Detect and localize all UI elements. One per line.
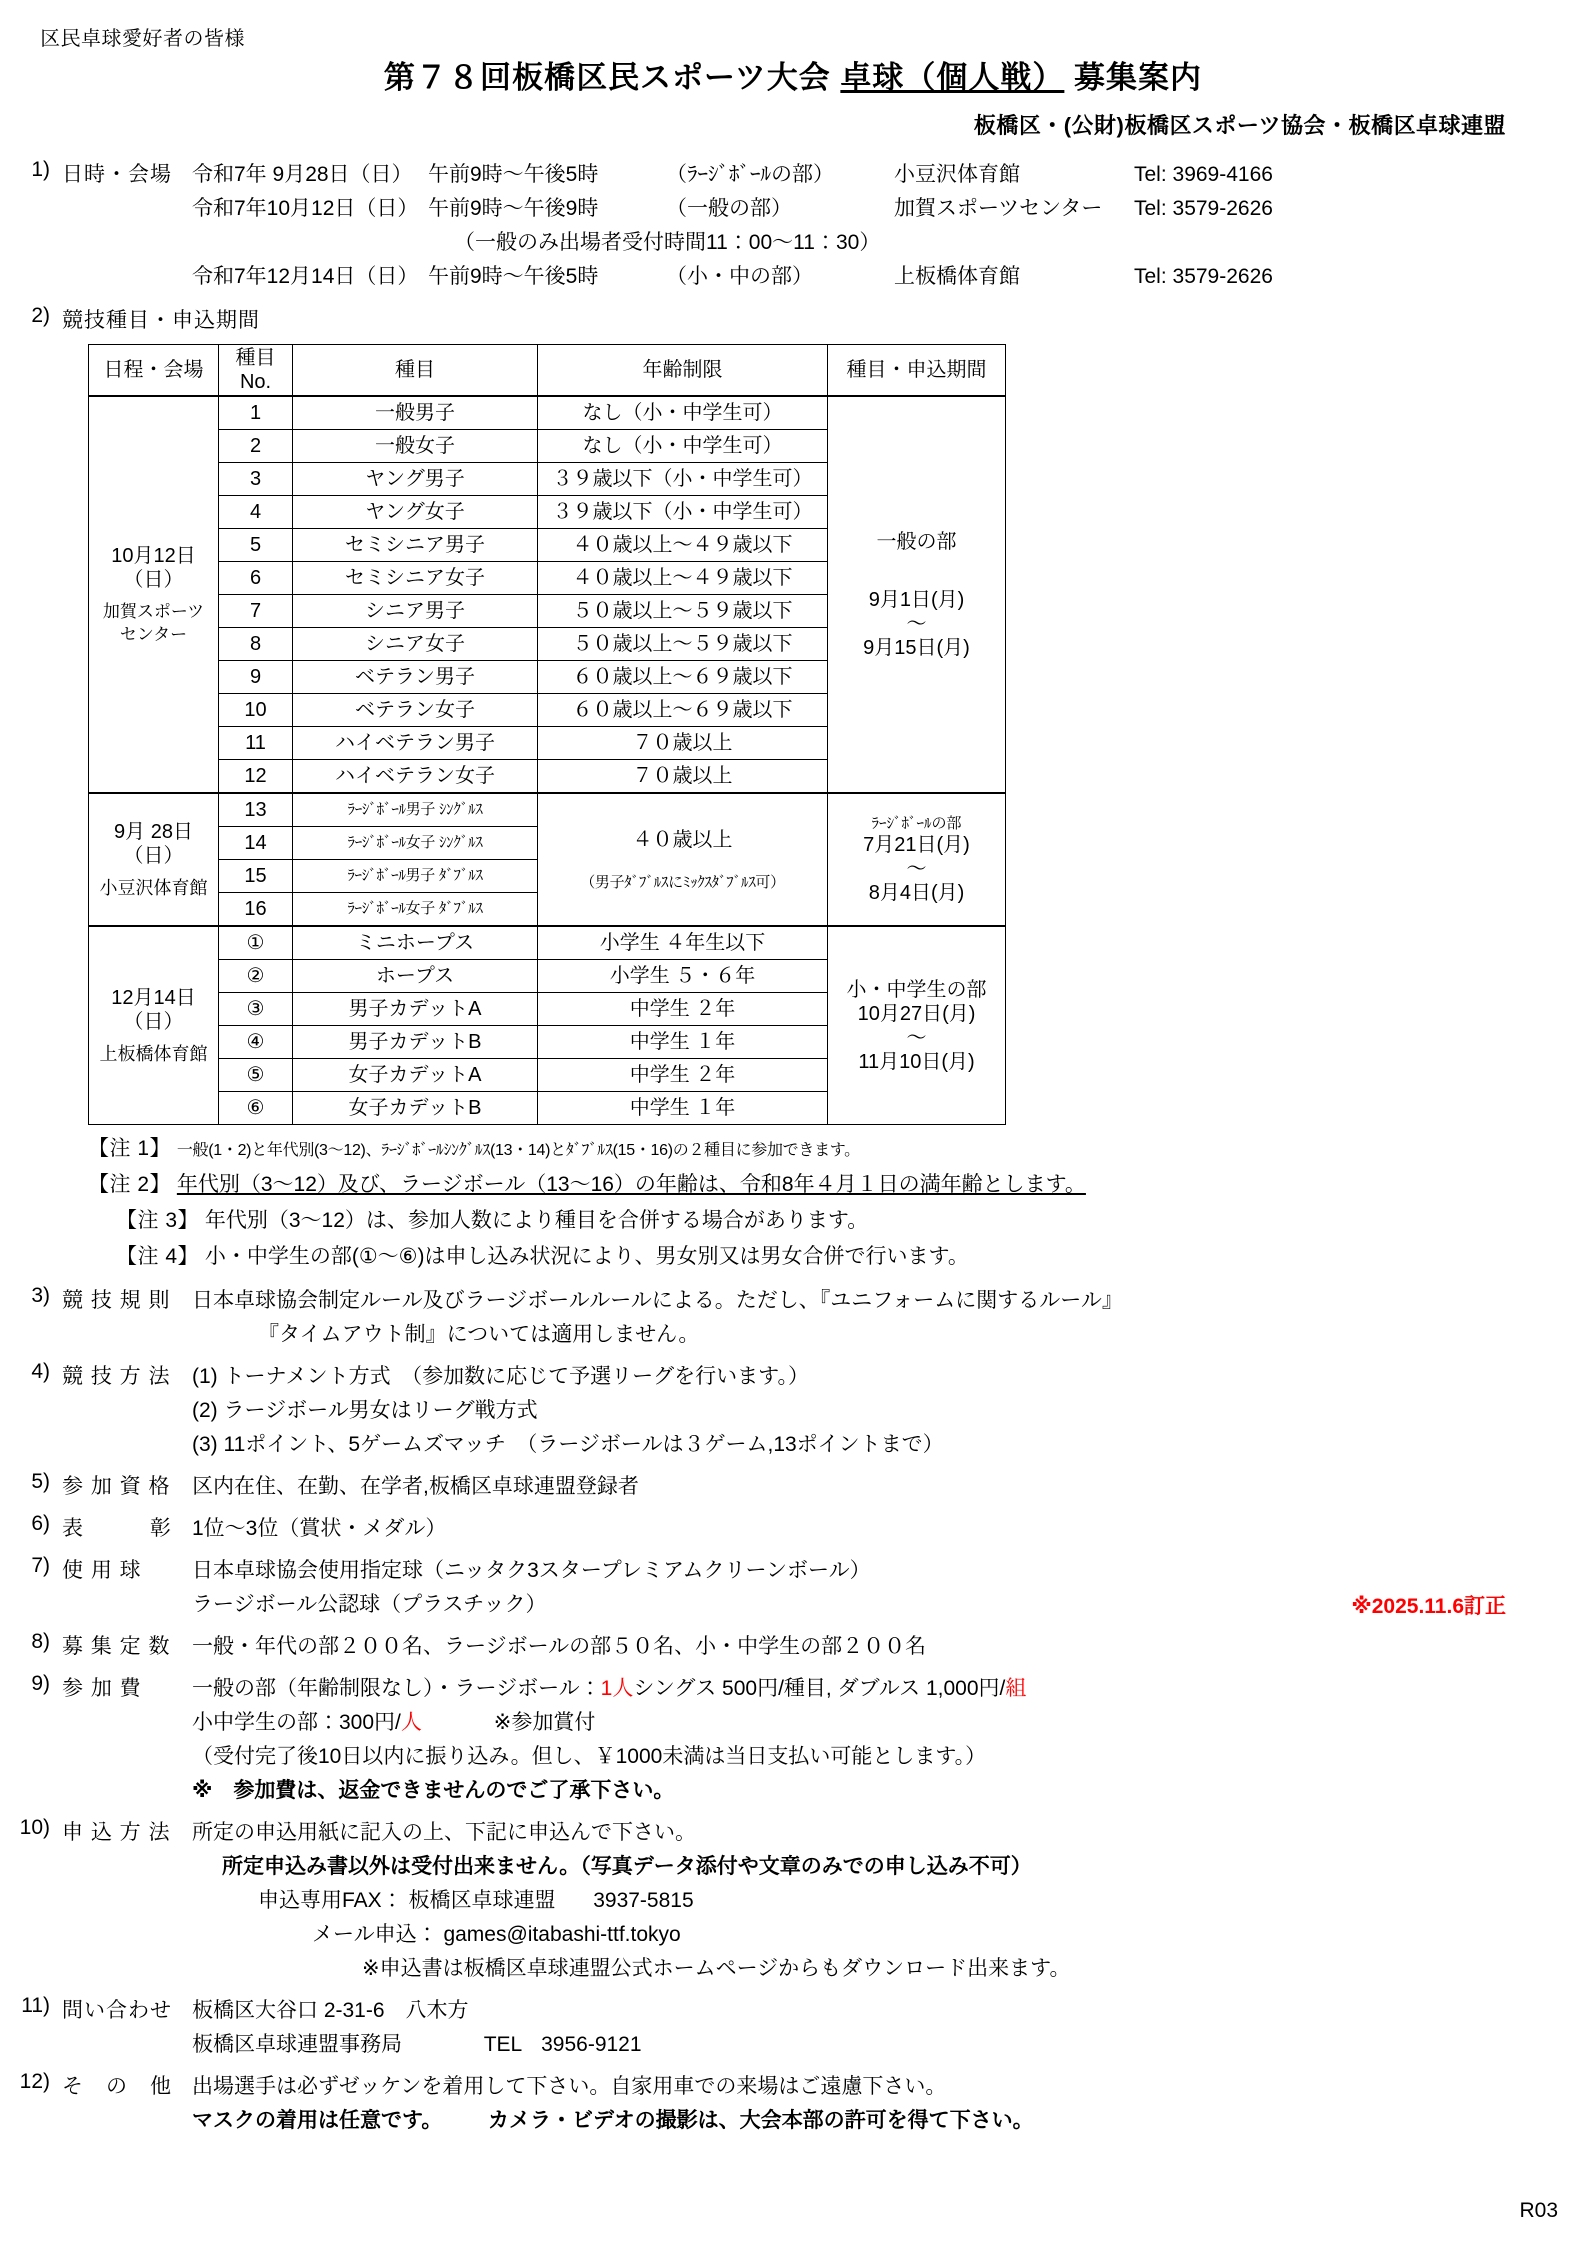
cell-event: ヤング男子 [293,463,538,496]
section-other [0,2070,1586,2138]
group3-period-from: 10月27日(月) [857,1002,976,1025]
th-age-limit: 年齢制限 [538,345,828,397]
section-application [0,1816,1586,1986]
section-number: 1) [31,158,50,181]
group1-period-to: 9月15日(月) [863,636,970,659]
row2-venue: 加賀スポーツセンター [894,197,1103,221]
section-inquiry [0,1994,1586,2062]
section-number: 6) [31,1511,50,1535]
cell-no: 13 [219,793,293,827]
note-4-text: 小・中学生の部(①～⑥)は申し込み状況により、男女別又は男女合併で行います。 [204,1245,969,1269]
cell-age: なし（小・中学生可） [538,430,828,463]
method-line-3: (3) 11ポイント、5ゲームズマッチ （ラージボールは３ゲーム,13ポイントまで） [192,1432,944,1456]
cell-event: セミシニア女子 [293,562,538,595]
cell-no: 6 [219,562,293,595]
cell-no: 15 [219,860,293,893]
fee-line1-red2: 組 [1005,1676,1027,1700]
cell-no: ③ [219,993,293,1026]
cell-event: ミニホープス [293,926,538,960]
fee-line2-red: 人 [400,1710,422,1734]
group2-date-sub: （日） [123,844,184,867]
note-2-text: 年代別（3～12）及び、ラージボール（13～16）の年齢は、令和8年４月１日の満年齢とします。 [176,1173,1086,1197]
cell-event: ホープス [293,960,538,993]
notes-list [0,1131,1586,1275]
table-header-row [89,345,1006,397]
group2-age-line1: ４０歳以上 [632,828,733,851]
fee-line-4: ※ 参加費は、返金できませんのでご了承下さい。 [192,1778,675,1802]
cell-age: ７０歳以上 [538,727,828,760]
group2-period-to: 8月4日(月) [868,881,965,904]
section-body [192,1994,1586,2062]
section-number: 10) [19,1815,50,1839]
cell-no: 12 [219,760,293,794]
section-body [192,1470,1586,1504]
cell-age: ４０歳以上～４９歳以下 [538,529,828,562]
application-line-2: 所定申込み書以外は受付出来ません。（写真データ添付や文章のみでの申し込み不可） [222,1854,1032,1878]
section-body [192,158,1586,294]
section-body [192,1284,1586,1352]
cell-no: 16 [219,893,293,927]
row3-date: 令和7年12月14日（日） [192,265,419,289]
mail-label: メール申込： [312,1922,438,1946]
ball-line-2: ラージボール公認球（プラスチック） [192,1592,547,1616]
group3-period-header: 小・中学生の部 [846,978,987,1001]
section-number: 7) [31,1553,50,1577]
cell-age: ６０歳以上～６９歳以下 [538,661,828,694]
row1-time: 午前9時～午後5時 [428,163,599,186]
section-number: 9) [31,1671,50,1695]
cell-event: シニア女子 [293,628,538,661]
title-main: 第７８回板橋区民スポーツ大会 [383,60,831,95]
cell-no: 8 [219,628,293,661]
group2-date-venue [89,793,219,926]
cell-no: 14 [219,827,293,860]
th-event: 種目 [293,345,538,397]
table-row [89,793,1006,827]
group3-date-sub: （日） [123,1010,184,1033]
application-line-5: ※申込書は板橋区卓球連盟公式ホームページからもダウンロード出来ます。 [362,1956,1071,1980]
group1-date-venue [89,396,219,793]
group1-date: 10月12日 [111,545,196,568]
section-label: 競 技 方 法 [62,1364,171,1388]
group1-period-header: 一般の部 [876,530,957,553]
cell-event: 男子カデットB [293,1026,538,1059]
cell-event: ベテラン男子 [293,661,538,694]
section-method [0,1360,1586,1462]
section-label: 競 技 規 則 [62,1288,171,1312]
cell-age: ４０歳以上～４９歳以下 [538,562,828,595]
cell-event: セミシニア男子 [293,529,538,562]
rules-line-2: 『タイムアウト制』については適用しません。 [258,1322,700,1346]
note-2 [88,1167,1586,1203]
section-label: 参 加 費 [62,1676,142,1700]
section-label: 表 彰 [62,1516,172,1540]
section-label: 募 集 定 数 [62,1634,171,1658]
row2-time: 午前9時～午後9時 [428,197,599,221]
cell-event: ハイベテラン男子 [293,727,538,760]
cell-no: ⑥ [219,1092,293,1125]
awards-text: 1位～3位（賞状・メダル） [192,1516,447,1540]
cell-event: シニア男子 [293,595,538,628]
row1-tel: Tel: 3969-4166 [1134,163,1273,186]
group1-venue-line1: 加賀スポーツ [102,602,205,622]
fee-line2-c: ※参加賞付 [493,1710,596,1734]
cell-event: ﾗｰｼﾞﾎﾞｰﾙ男子 ﾀﾞﾌﾞﾙｽ [293,860,538,893]
note-3-label: 【注 3】 [116,1209,200,1233]
section-label: 問い合わせ [62,1998,172,2022]
addressee-line: 区民卓球愛好者の皆様 [40,28,245,50]
section-label: 申 込 方 法 [62,1820,171,1844]
section-number: 4) [31,1359,50,1383]
section-eligibility [0,1470,1586,1504]
cell-event: 一般女子 [293,430,538,463]
inquiry-line-1: 板橋区大谷口 2-31-6 八木方 [192,1998,469,2022]
fee-line1-red1: 1人 [600,1676,634,1700]
cell-event: ヤング女子 [293,496,538,529]
method-line-2: (2) ラージボール男女はリーグ戦方式 [192,1398,538,1422]
section-label: 使 用 球 [62,1558,142,1582]
ball-line-1: 日本卓球協会使用指定球（ニッタク3スタープレミアムクリーンボール） [192,1558,871,1582]
section-awards [0,1512,1586,1546]
section-events-heading [0,304,1586,334]
cell-age: 中学生 １年 [538,1026,828,1059]
cell-age: ３９歳以下（小・中学生可） [538,463,828,496]
revision-code: R03 [1519,2199,1558,2222]
group3-period-tilde: ～ [906,1026,927,1049]
title-underlined: 卓球（個人戦） [840,60,1065,95]
cell-event: 女子カデットA [293,1059,538,1092]
section-body [192,1630,1586,1664]
section-quota [0,1630,1586,1664]
cell-age: 中学生 ２年 [538,993,828,1026]
fee-line2-a: 小中学生の部： [192,1710,339,1734]
table-row [89,396,1006,430]
title-tail: 募集案内 [1074,60,1202,95]
cell-age: 中学生 ２年 [538,1059,828,1092]
group1-period [828,396,1006,793]
section-number: 8) [31,1629,50,1653]
row3-venue: 上板橋体育館 [894,265,1020,289]
note-1-label: 【注 1】 [88,1137,172,1161]
row2-division: （一般の部） [666,197,792,221]
group2-period-from: 7月21日(月) [863,833,970,856]
cell-age: ３９歳以下（小・中学生可） [538,496,828,529]
section-label: 日時・会場 [62,163,172,186]
cell-event: ﾗｰｼﾞﾎﾞｰﾙ女子 ﾀﾞﾌﾞﾙｽ [293,893,538,927]
cell-age: ６０歳以上～６９歳以下 [538,694,828,727]
cell-event: 一般男子 [293,396,538,430]
group1-period-from: 9月1日(月) [868,588,965,611]
row3-division: （小・中の部） [666,265,813,289]
section-ball [0,1554,1586,1622]
fax-number: 3937-5815 [593,1888,694,1912]
quota-text: 一般・年代の部２００名、ラージボールの部５０名、小・中学生の部２００名 [192,1634,927,1658]
cell-no: 5 [219,529,293,562]
section-body [192,1512,1586,1546]
row3-time: 午前9時～午後5時 [428,265,599,289]
cell-age: ５０歳以上～５９歳以下 [538,628,828,661]
cell-no: 4 [219,496,293,529]
inquiry-tel-label: TEL [483,2032,522,2056]
application-mail-line [192,1918,1586,1952]
note-3 [88,1203,1586,1239]
group1-date-sub: （日） [123,569,184,592]
group2-date: 9月 28日 [114,820,193,843]
application-fax-line [192,1884,1586,1918]
section-label: そ の 他 [62,2074,172,2098]
th-event-no: 種目No. [219,345,293,397]
cell-no: ① [219,926,293,960]
rules-line-1: 日本卓球協会制定ルール及びラージボールルールによる。ただし、『ユニフォームに関するルール』 [192,1288,1123,1312]
row2-tel: Tel: 3579-2626 [1134,197,1273,221]
fee-line1-a: 一般の部（年齢制限なし）・ラージボール： [192,1676,601,1700]
row2-date: 令和7年10月12日（日） [192,197,419,221]
cell-age: ７０歳以上 [538,760,828,794]
other-line2-b: カメラ・ビデオの撮影は、大会本部の許可を得て下さい。 [488,2108,1034,2132]
mail-address[interactable]: games@itabashi-ttf.tokyo [443,1922,681,1946]
cell-no: 10 [219,694,293,727]
cell-age: 中学生 １年 [538,1092,828,1125]
cell-no: 2 [219,430,293,463]
cell-event: ベテラン女子 [293,694,538,727]
eligibility-text: 区内在住、在勤、在学者,板橋区卓球連盟登録者 [192,1474,639,1498]
section-number: 2) [31,304,50,328]
row1-venue: 小豆沢体育館 [894,163,1020,186]
row1-date: 令和7年 9月28日（日） [192,163,413,186]
row1-division: （ﾗｰｼﾞﾎﾞｰﾙの部） [666,163,834,186]
cell-event: ﾗｰｼﾞﾎﾞｰﾙ女子 ｼﾝｸﾞﾙｽ [293,827,538,860]
group3-period [828,926,1006,1125]
datetime-venue-grid [192,158,1586,294]
group2-period-header: ﾗｰｼﾞﾎﾞｰﾙの部 [871,814,962,832]
fee-line-3: （受付完了後10日以内に振り込み。但し、￥1000未満は当日支払い可能とします。） [192,1744,987,1768]
other-line2-a: マスクの着用は任意です。 [192,2108,443,2132]
cell-no: 1 [219,396,293,430]
th-date-venue: 日程・会場 [89,345,219,397]
section-number: 12) [19,2069,50,2093]
application-line-1: 所定の申込用紙に記入の上、下記に申込んで下さい。 [192,1820,696,1844]
cell-age: 小学生 ５・６年 [538,960,828,993]
th-period: 種目・申込期間 [828,345,1006,397]
section-body [192,1672,1586,1808]
events-table [88,344,1006,1125]
section-body [192,1816,1586,1986]
organizers-line: 板橋区・(公財)板橋区スポーツ協会・板橋区卓球連盟 [973,113,1506,138]
method-line-1: (1) トーナメント方式 （参加数に応じて予選リーグを行います。） [192,1364,809,1388]
cell-no: ④ [219,1026,293,1059]
section-number: 11) [21,1993,50,2017]
row3-tel: Tel: 3579-2626 [1134,265,1273,289]
revision-note: ※2025.11.6訂正 [1351,1594,1506,1618]
section-number: 5) [31,1469,50,1493]
group2-venue-line1: 小豆沢体育館 [99,877,208,898]
cell-age: なし（小・中学生可） [538,396,828,430]
cell-no: 9 [219,661,293,694]
note-2-label: 【注 2】 [88,1173,172,1197]
cell-no: 11 [219,727,293,760]
cell-no: 3 [219,463,293,496]
inquiry-tel: 3956-9121 [541,2032,642,2056]
cell-no: ⑤ [219,1059,293,1092]
group3-date: 12月14日 [111,986,196,1009]
group1-venue-line2: センター [119,624,188,644]
cell-event: ﾗｰｼﾞﾎﾞｰﾙ男子 ｼﾝｸﾞﾙｽ [293,793,538,827]
group2-age-line2: （男子ﾀﾞﾌﾞﾙｽにﾐｯｸｽﾀﾞﾌﾞﾙｽ可） [580,873,785,891]
section-label: 参 加 資 格 [62,1474,171,1498]
fee-line-2 [192,1706,1586,1740]
fee-line1-b: シングス 500円/種目, ダブルス 1,000円/ [633,1676,1006,1700]
note-4 [88,1239,1586,1275]
group3-date-venue [89,926,219,1125]
group3-period-to: 11月10日(月) [858,1050,975,1073]
other-line-2 [192,2104,1586,2138]
group2-age-merged [538,793,828,926]
fee-line-1 [192,1672,1586,1706]
inquiry-line-2 [192,2028,1586,2062]
group3-venue-line1: 上板橋体育館 [99,1043,208,1064]
section-number: 3) [31,1283,50,1307]
section-label: 競技種目・申込期間 [62,309,260,333]
section-body [192,2070,1586,2138]
group2-period-tilde: ～ [906,857,927,880]
fee-line2-b: 300円/ [339,1710,401,1734]
section-datetime-venue [0,158,1586,294]
note-1 [88,1131,1586,1167]
cell-event: 女子カデットB [293,1092,538,1125]
section-body [192,1360,1586,1462]
fax-org: 板橋区卓球連盟 [408,1888,556,1912]
section-rules [0,1284,1586,1352]
inquiry-org: 板橋区卓球連盟事務局 [192,2032,402,2056]
note-4-label: 【注 4】 [116,1245,200,1269]
reception-time-note: （一般のみ出場者受付時間11：00～11：30） [454,231,881,255]
note-1-text: 一般(1・2)と年代別(3～12)、ﾗｰｼﾞﾎﾞｰﾙｼﾝｸﾞﾙｽ(13・14)とﾀﾞﾌﾞﾙｽ(15・16)の２種目に参加できます。 [176,1142,860,1160]
cell-no: ② [219,960,293,993]
note-3-text: 年代別（3～12）は、参加人数により種目を合併する場合があります。 [204,1209,869,1233]
group2-period [828,793,1006,926]
group1-period-tilde: ～ [906,612,927,635]
fax-label: 申込専用FAX： [258,1888,403,1912]
table-row [89,926,1006,960]
events-table-wrap [0,334,1586,1125]
section-fee [0,1672,1586,1808]
cell-event: ハイベテラン女子 [293,760,538,794]
cell-age: ５０歳以上～５９歳以下 [538,595,828,628]
cell-age: 小学生 ４年生以下 [538,926,828,960]
other-line-1: 出場選手は必ずゼッケンを着用して下さい。自家用車での来場はご遠慮下さい。 [192,2074,947,2098]
cell-event: 男子カデットA [293,993,538,1026]
cell-no: 7 [219,595,293,628]
